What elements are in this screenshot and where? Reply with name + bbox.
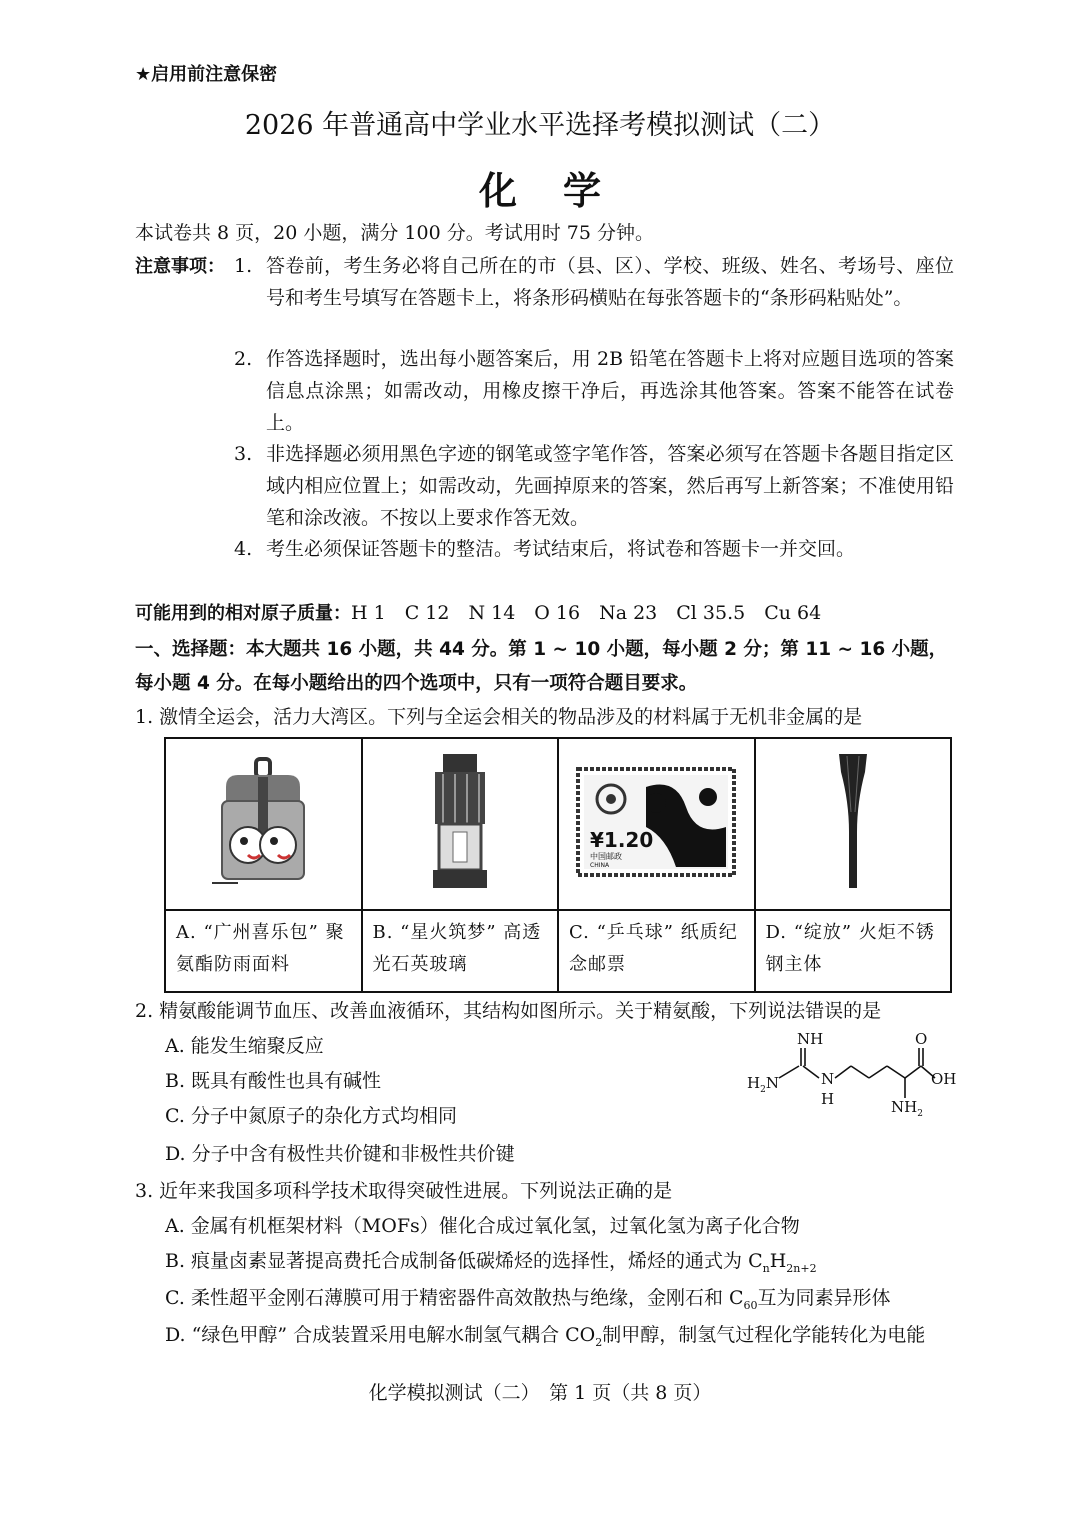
option-a-image: [165, 738, 362, 910]
note-number: 4.: [234, 538, 253, 560]
option-c-image: [558, 738, 755, 910]
label-oh: OH: [931, 1070, 957, 1088]
question-2-option-c: C. 分子中氮原子的杂化方式均相同: [165, 1105, 457, 1127]
question-2-option-a: A. 能发生缩聚反应: [165, 1035, 324, 1057]
option-b-image: [362, 738, 559, 910]
torch-icon: [833, 752, 873, 892]
note-item-1: [234, 250, 954, 314]
question-2-option-d: D. 分子中含有极性共价键和非极性共价键: [165, 1143, 515, 1165]
option-b-caption: B. “星火筑梦” 高透光石英玻璃: [362, 910, 559, 992]
confidential-notice: ★启用前注意保密: [135, 64, 278, 85]
option-a-caption: A. “广州喜乐包” 聚氨酯防雨面料: [165, 910, 362, 992]
option-d-caption: D. “绽放” 火炬不锈钢主体: [755, 910, 952, 992]
note-number: 3.: [234, 443, 253, 465]
note-text: 答卷前，考生务必将自己所在的市（县、区）、学校、班级、姓名、考场号、座位号和考生号填写在答题卡上，将条形码横贴在每张答题卡的“条形码粘贴处”。: [266, 255, 954, 309]
question-3-option-d: D. “绿色甲醇” 合成装置采用电解水制氢气耦合 $CO_2$制甲醇，制氢气过程化学能转化为电能: [165, 1324, 926, 1349]
stamp-postal: 中国邮政: [590, 852, 623, 861]
note-text: 非选择题必须用黑色字迹的钢笔或签字笔作答，答案必须写在答题卡各题目指定区域内相应位置上；如需改动，先画掉原来的答案，然后再写上新答案；不准使用铅笔和涂改液。不按以上要求作答无效。: [266, 443, 954, 529]
atomic-masses: [135, 600, 821, 627]
question-1-options-table: [164, 737, 952, 993]
atomic-masses-values: H 1 C 12 N 14 O 16 Na 23 Cl 35.5 Cu 64: [351, 602, 822, 624]
note-number: 2.: [234, 348, 253, 370]
note-item-4: [234, 533, 954, 565]
label-n: N: [821, 1070, 835, 1088]
label-nh: NH: [797, 1030, 824, 1048]
page-footer: 化学模拟测试（二） 第 1 页（共 8 页）: [368, 1382, 712, 1404]
notes-label: 注意事项：: [135, 256, 225, 277]
stamp-value: ¥1.20: [590, 828, 654, 852]
note-text: 作答选择题时，选出每小题答案后，用 2B 铅笔在答题卡上将对应题目选项的答案信息点涂黑；如需改动，用橡皮擦干净后，再选涂其他答案。答案不能答在试卷上。: [266, 348, 954, 434]
note-item-3: [234, 438, 954, 534]
question-2-option-b: B. 既具有酸性也具有碱性: [165, 1070, 382, 1092]
stamp-icon: [576, 767, 736, 877]
backpack-icon: [208, 757, 318, 887]
question-2-stem: 2. 精氨酸能调节血压、改善血液循环，其结构如图所示。关于精氨酸，下列说法错误的是: [135, 1000, 882, 1022]
label-h: H: [821, 1090, 835, 1108]
note-number: 1.: [234, 255, 253, 277]
question-3-stem: 3. 近年来我国多项科学技术取得突破性进展。下列说法正确的是: [135, 1180, 673, 1202]
note-item-2: [234, 343, 954, 439]
label-h2n: $H_2N$: [747, 1074, 779, 1095]
lantern-icon: [425, 752, 495, 892]
label-o: O: [915, 1030, 928, 1048]
note-text: 考生必须保证答题卡的整洁。考试结束后，将试卷和答题卡一并交回。: [266, 538, 856, 560]
option-d-image: [755, 738, 952, 910]
subject-title: 化学: [478, 169, 647, 213]
exam-title: 2026 年普通高中学业水平选择考模拟测试（二）: [244, 110, 836, 141]
question-1-stem: 1. 激情全运会，活力大湾区。下列与全运会相关的物品涉及的材料属于无机非金属的是: [135, 706, 863, 728]
section-heading: 一、选择题：本大题共 16 小题，共 44 分。第 1 ~ 10 小题，每小题 2 分；第 11 ~ 16 小题，每小题 4 分。在每小题给出的四个选项中，只有一项符合题目要求。: [135, 639, 948, 694]
question-3-option-a: A. 金属有机框架材料（MOFs）催化合成过氧化氢，过氧化氢为离子化合物: [165, 1215, 800, 1237]
option-c-caption: C. “乒乓球” 纸质纪念邮票: [558, 910, 755, 992]
question-3-option-b: B. 痕量卤素显著提高费托合成制备低碳烯烃的选择性，烯烃的通式为 $C_nH_{2n+2}$: [165, 1250, 817, 1275]
label-nh2: $NH_2$: [891, 1098, 923, 1119]
stamp-country: CHINA: [590, 862, 610, 869]
question-3-option-c: C. 柔性超平金刚石薄膜可用于精密器件高效散热与绝缘，金刚石和 $C_{60}$互为同素异形体: [165, 1287, 891, 1312]
arginine-structure: [745, 1028, 960, 1120]
exam-intro: 本试卷共 8 页，20 小题，满分 100 分。考试用时 75 分钟。: [135, 222, 654, 244]
atomic-masses-label: 可能用到的相对原子质量：: [135, 603, 351, 624]
